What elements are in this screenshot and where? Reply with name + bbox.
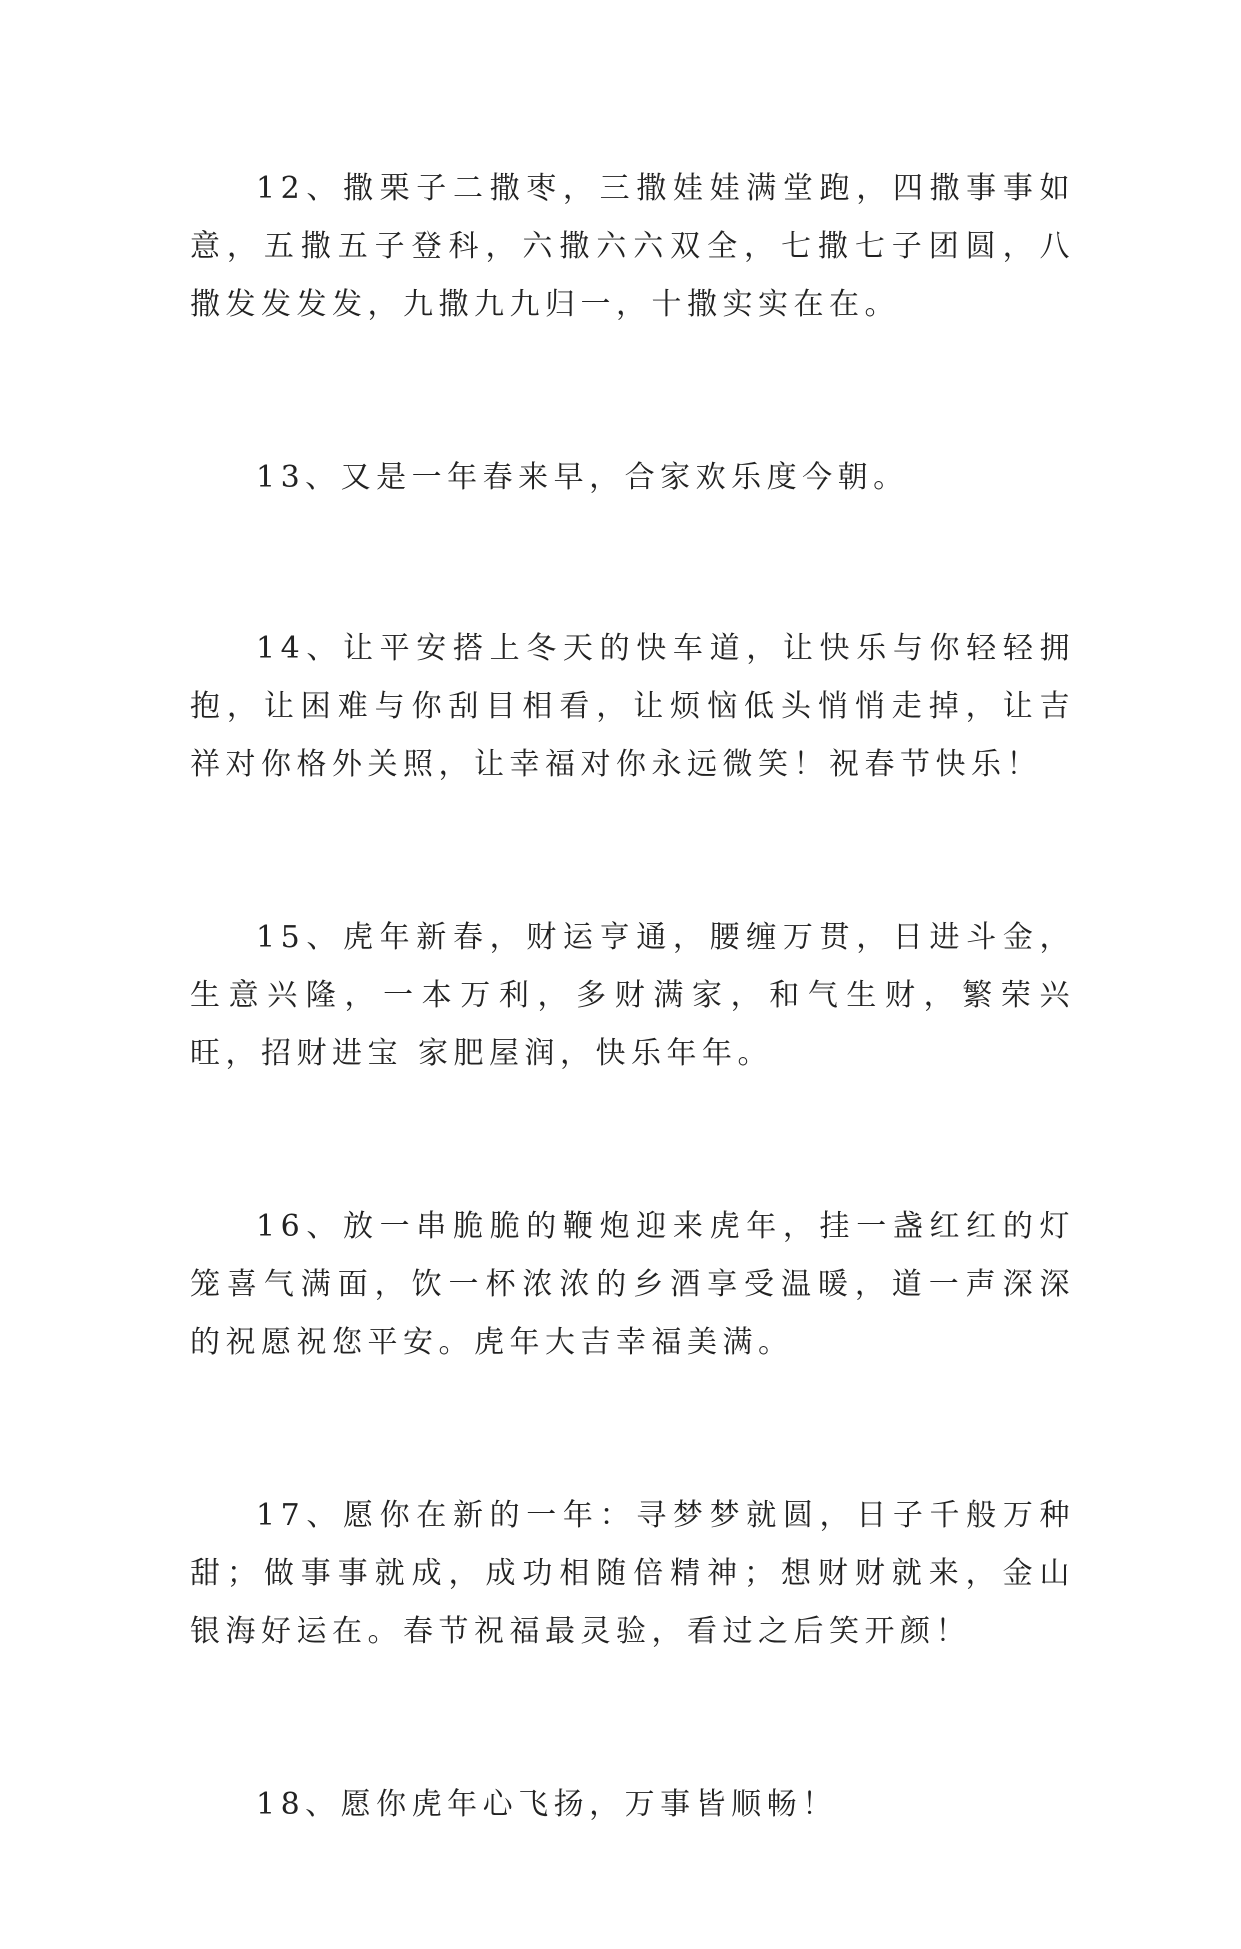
document-body [190,160,1075,1949]
paragraph-17: 17、愿你在新的一年：寻梦梦就圆，日子千般万种甜；做事事就成，成功相随倍精神；想财财就来，金山银海好运在。春节祝福最灵验，看过之后笑开颜！ [190,1498,1075,1649]
paragraph-18: 18、愿你虎年心飞扬，万事皆顺畅！ [256,1787,838,1822]
paragraph-14: 14、让平安搭上冬天的快车道，让快乐与你轻轻拥抱，让困难与你刮目相看，让烦恼低头悄悄走掉，让吉祥对你格外关照，让幸福对你永远微笑！祝春节快乐！ [190,631,1075,782]
paragraph-12: 12、撒栗子二撒枣，三撒娃娃满堂跑，四撒事事如意，五撒五子登科，六撒六六双全，七撒七子团圆，八撒发发发发，九撒九九归一，十撒实实在在。 [190,171,1075,322]
paragraph-16: 16、放一串脆脆的鞭炮迎来虎年，挂一盏红红的灯笼喜气满面，饮一杯浓浓的乡酒享受温暖，道一声深深的祝愿祝您平安。虎年大吉幸福美满。 [190,1209,1075,1360]
paragraph-15: 15、虎年新春，财运亨通，腰缠万贯，日进斗金，生意兴隆，一本万利，多财满家，和气生财，繁荣兴旺，招财进宝 家肥屋润，快乐年年。 [190,920,1075,1071]
paragraph-13: 13、又是一年春来早，合家欢乐度今朝。 [256,460,909,495]
